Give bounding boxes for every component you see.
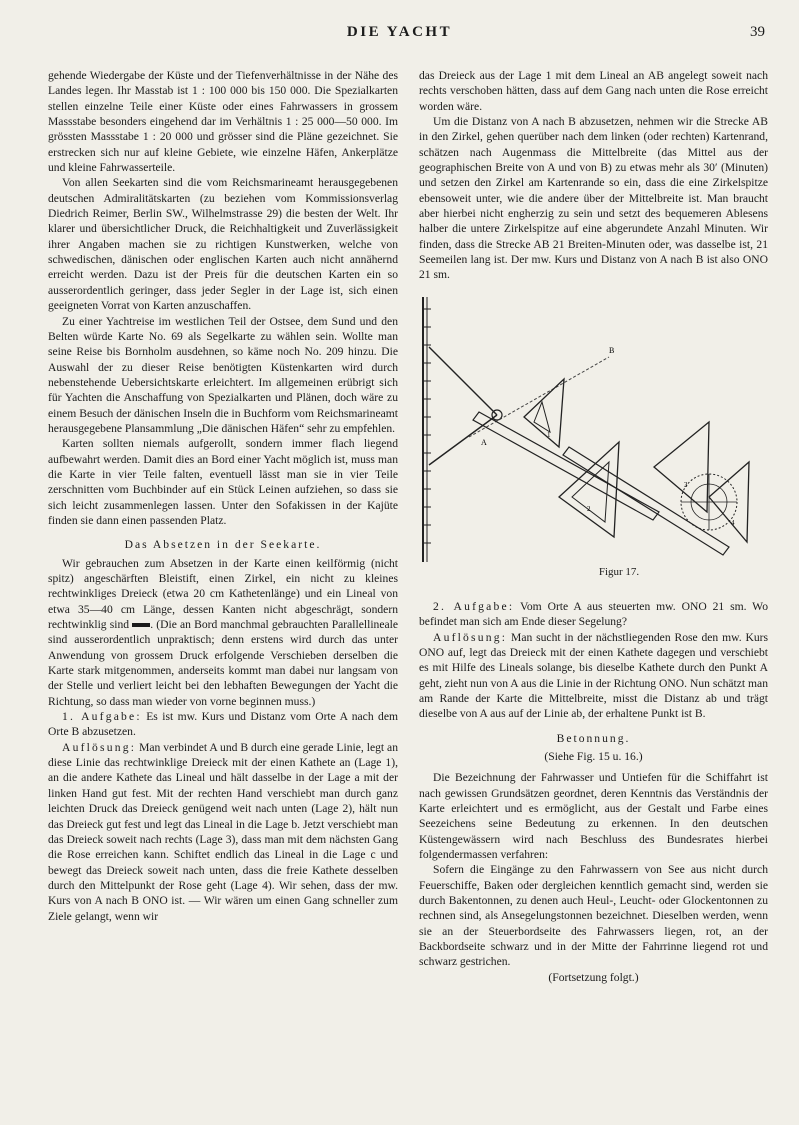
triangle-position-3 [654,422,709,512]
page-header [0,24,799,46]
figure-17-drawing [409,297,769,567]
solution-paragraph [419,630,768,722]
position-label-2: 2 [587,504,591,513]
point-b-label: B [609,345,615,355]
triangle-position-1 [524,379,564,447]
point-a-label: A [481,437,487,447]
paragraph: Die Bezeichnung der Fahrwasser und Untiefen für die Schiffahrt ist nach gewissen Grundsätzen geordnet, deren Kenntnis das Verständnis der Karte erleichtert und es ermöglicht, aus der Gestalt und Farbe eines Seezeichens seine Bedeutung zu erkennen. In den deutschen Küstengewässern wird nach Beschluss des Bundesrates hierbei folgendermassen verfahren: [419,771,768,861]
paragraph: Zu einer Yachtreise im westlichen Teil der Ostsee, dem Sund und den Belten würde Karte No. 69 als Segelkarte zu wählen sein. Wollte man seine Reise bis Bornholm ausdehnen, so käme noch No. 209 hinzu. Die Auswahl der zu dieser Reise benötigten Küstenkarten wird durch nebenstehende Uebersichtskarte erleichtert. Im allgemeinen erübrigt sich für Yachten die Anschaffung von Spezialkarten und Plänen, doch wäre zu einem Besuch der dänischen Inseln die in Buchform vom Reichsmarineamt herausgegebene Plansammlung „Die dänischen Häfen“ sehr zu empfehlen. [48,314,398,435]
task-label: 2. Aufgabe: [433,599,515,613]
position-label-3: 3 [684,480,688,489]
compass-leg-lower [429,415,497,465]
task-text: Es ist mw. Kurs und Distanz vom Orte A nach dem Orte B abzusetzen. [48,710,398,739]
figure-caption: Figur 17. [598,565,640,578]
section-subheading: (Siehe Fig. 15 u. 16.) [544,749,643,763]
paragraph [48,556,398,709]
ruler-position-b [563,447,729,555]
triangle-position-2 [559,442,619,537]
solution-text: Man verbindet A und B durch eine gerade Linie, legt an diese Linie das rechtwinklige Dreieck mit der einen Kathete an (Lage 1), an die andere Kathete das Lineal und hält dasselbe in der Lage a mit der linken Hand gut fest. Mit der rechten Hand verschiebt man durch ganz leichten Druck das Dreieck genügend weit nach unten (Lage 2), hält nun das Dreieck gut fest und legt das Lineal in die Lage b. Jetzt verschiebt man das Dreieck soweit nach rechts (Lage 3), dass man mit dem nächsten Gang die Rose erreichen kann. Schiftet endlich das Lineal in die Lage c und bewegt das Dreieck soweit nach unten, dass die freie Kathete desselben durch den Mittelpunkt der Rose geht (Lage 4). Wir sehen, dass der mw. Kurs von A nach B ONO ist. — Wir wären um einen Gang schneller zum Ziele gelangt, wenn wir [48,740,398,923]
task-paragraph [419,599,768,630]
position-label-1: 1 [547,430,551,439]
solution-label: Auflösung: [62,740,137,754]
page-number: 39 [750,24,765,40]
paragraph: Sofern die Eingänge zu den Fahrwassern von See aus nicht durch Feuerschiffe, Baken oder dergleichen kenntlich gemacht sind, werden sie durch Bakentonnen, zu denen auch Heul-, Leucht- oder Glockentonnen zu rechnen sind, als Ansegelungstonnen bezeichnet. Dieselben werden, wenn sie an der Steuerbordseite des Fahrwassers liegen, rot, an der Backbordseite schwarz und in der Mitte der Fahrrinne liegend rot und schwarz gestrichen. [419,863,768,969]
left-column [48,68,398,924]
section-heading: Das Absetzen in der Seekarte. [124,538,322,552]
solution-text: Man sucht in der nächstliegenden Rose den mw. Kurs ONO auf, legt das Dreieck mit der einen Kathete dagegen und verschiebt es mit Hilfe des Lineals solange, bis dieselbe Kathete durch den Punkt A geht, zieht nun von A aus die Linie in der Richtung ONO. Nun schätzt man am Rande der Karte die Mittelbreite, misst die Distanz ab und trägt dieselbe von A aus auf der Linie ab, der erhaltene Punkt ist B. [419,630,768,721]
right-column [419,68,768,985]
task-text: Vom Orte A aus steuerten mw. ONO 21 sm. Wo befindet man sich am Ende dieser Segelung? [419,599,768,629]
position-label-4: 4 [731,518,735,527]
paragraph: gehende Wiedergabe der Küste und der Tiefenverhältnisse in der Nähe des Landes legen. Ihr Masstab ist 1 : 100 000 bis 150 000. Die Spezialkarten stellen einzelne Teile einer Küste oder eines Fahrwassers in grossem Massstabe besonders eingehend dar im Verhältnis 1 : 25 000—50 000. Im grössten Massstabe 1 : 20 000 und grösser sind die Pläne gezeichnet. Sie erstrecken sich nur auf kleine Gebiete, wie einzelne Häfen, Ankerplätze und kleine Fahrwasserteile. [48,69,398,175]
task-paragraph [48,709,398,740]
paragraph: Um die Distanz von A nach B abzusetzen, nehmen wir die Strecke AB in den Zirkel, gehen querüber nach dem linken (oder rechten) Kartenrand, schätzen nach Augenmass die Mittelbreite (das Mittel aus der geographischen Breite von A und von B) zu etwas mehr als 30′ (Minuten) und setzen den Zirkel am Kartenrande so ein, dass die eine Zirkelspitze ebensoweit unter, wie die andere über der Mittelbreite ist. Man braucht aber hierbei nicht engherzig zu sein und setzt des bequemeren Ablesens halber die untere Zirkelspitze auf eine abgerundete Anzahl Minuten. Wir finden, dass die Strecke AB 21 Breiten-Minuten oder, was dasselbe ist, 21 Seemeilen lang ist. Der mw. Kurs und Distanz von A nach B ist also ONO 21 sm. [419,115,768,282]
paragraph-text: . (Die an Bord manchmal gebrauchten Parallellineale sind ausserordentlich unpraktisch; denn erstens wird durch das unter Anwendung von grossem Druck erfolgende Verschieben derselben die Karte stark mitgenommen, anderseits kommt man dabei nur langsam von der Stelle und verliert leicht bei den lebhaften Bewegungen der Yacht die Richtung, so dass man wieder von vorne beginnen muss.) [48,618,398,708]
paragraph: Von allen Seekarten sind die vom Reichsmarineamt herausgegebenen deutschen Admiralitätskarten (zu beziehen vom Kommissionsverlag Diedrich Reimer, Berlin SW., Wilhelmstrasse 29) die besten der Welt. Ihr klarer und übersichtlicher Druck, die Reichhaltigkeit und Zuverlässigkeit ihrer Angaben machen sie zu richtigen Kunstwerken, welche von schwedischen, dänischen oder englischen Karten auch nicht annähernd erreicht werden. Dazu ist der Preis für die deutschen Karten ein so ausserordentlich geringer, dass jeder Segler in der Lage ist, sich einen geeigneten Vorrat von Karten anzuschaffen. [48,176,398,313]
paragraph: Karten sollten niemals aufgerollt, sondern immer flach liegend aufbewahrt werden. Damit dies an Bord einer Yacht möglich ist, muss man die Karte in vier Teile falten, eventuell lässt man sie in vier Teile zerschnitten vom Buchbinder auf ein Stück Leinen aufziehen, so dass sie sich leicht zusammenlegen lassen. Unter den Sofakissen in der Kajüte finden sie dann einen passenden Platz. [48,437,398,527]
paragraph: das Dreieck aus der Lage 1 mit dem Lineal an AB angelegt soweit nach rechts verschoben hätten, dass auf dem Gang nach unten die Rose erreicht worden wäre. [419,69,768,113]
figure-17 [409,297,769,589]
running-title: DIE YACHT [346,24,453,40]
paragraph-text: Wir gebrauchen zum Absetzen in der Karte einen keilförmig (nicht spitz) angeschärften Bleistift, einen Zirkel, ein nicht zu kleines rechtwinkliges Dreieck (etwa 20 cm Kathetenlänge) und ein Lineal von etwa 35—40 cm Länge, dessen Kanten nicht abgeschrägt, sondern rechtwinklig sind [48,556,398,632]
section-heading: Betonnung. [556,731,631,745]
solution-label: Auflösung: [433,630,508,644]
task-label: 1. Aufgabe: [62,710,142,724]
solution-paragraph [48,740,398,924]
ruler-position-a [473,412,659,520]
ruler-edge-mark [132,623,150,627]
continuation-note: (Fortsetzung folgt.) [548,970,639,984]
compass-leg-upper [429,347,497,415]
